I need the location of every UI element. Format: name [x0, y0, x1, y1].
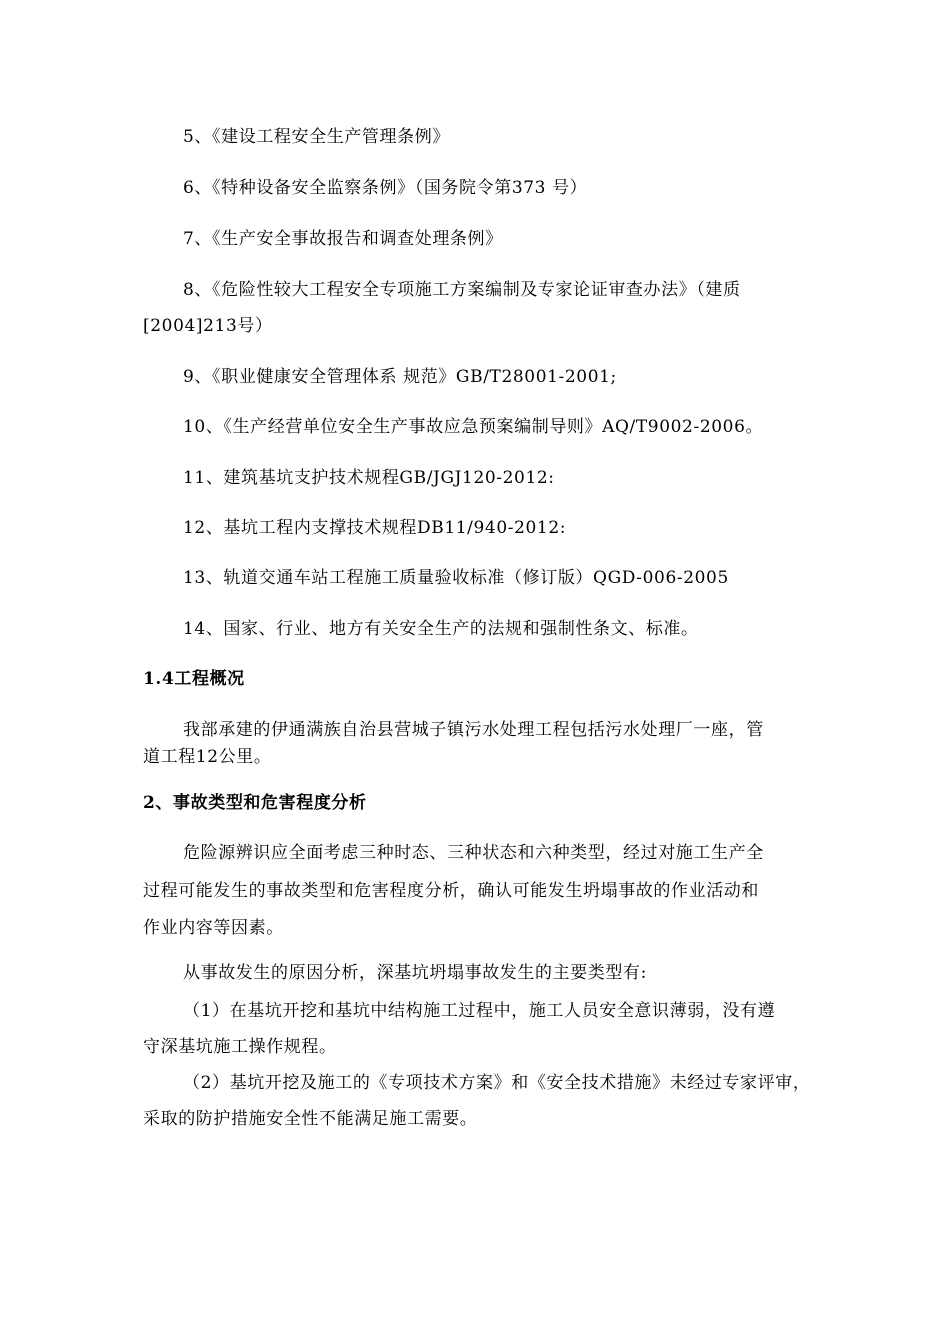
- cause-item-2-line-2: 采取的防护措施安全性不能满足施工需要。: [143, 1109, 478, 1129]
- reference-item-8-continued: [2004]213号）: [143, 316, 273, 336]
- project-overview-line-1: 我部承建的伊通满族自治县营城子镇污水处理工程包括污水处理厂一座，管: [183, 720, 764, 740]
- reference-item-8: 8、《危险性较大工程安全专项施工方案编制及专家论证审查办法》（建质: [183, 280, 741, 300]
- reference-item-12: 12、基坑工程内支撑技术规程DB11/940-2012:: [183, 518, 567, 538]
- project-overview-line-2: 道工程12公里。: [143, 747, 272, 767]
- hazard-paragraph-line-1: 危险源辨识应全面考虑三种时态、三种状态和六种类型，经过对施工生产全: [183, 843, 764, 863]
- hazard-paragraph-line-3: 作业内容等因素。: [143, 918, 284, 938]
- reference-item-13: 13、轨道交通车站工程施工质量验收标准（修订版）QGD-006-2005: [183, 568, 729, 588]
- reference-item-14: 14、国家、行业、地方有关安全生产的法规和强制性条文、标准。: [183, 619, 699, 639]
- cause-item-1-line-2: 守深基坑施工操作规程。: [143, 1037, 337, 1057]
- section-heading-accident-analysis: 2、事故类型和危害程度分析: [143, 793, 367, 813]
- cause-item-2-line-1: （2）基坑开挖及施工的《专项技术方案》和《安全技术措施》未经过专家评审，: [183, 1073, 811, 1093]
- cause-item-1-line-1: （1）在基坑开挖和基坑中结构施工过程中，施工人员安全意识薄弱，没有遵: [183, 1001, 776, 1021]
- hazard-paragraph-line-2: 过程可能发生的事故类型和危害程度分析，确认可能发生坍塌事故的作业活动和: [143, 881, 759, 901]
- cause-paragraph: 从事故发生的原因分析，深基坑坍塌事故发生的主要类型有:: [183, 963, 647, 983]
- section-heading-project-overview: 1.4工程概况: [143, 669, 245, 689]
- reference-item-5: 5、《建设工程安全生产管理条例》: [183, 127, 450, 147]
- reference-item-10: 10、《生产经营单位安全生产事故应急预案编制导则》AQ/T9002-2006。: [183, 417, 764, 437]
- reference-item-11: 11、建筑基坑支护技术规程GB/JGJ120-2012:: [183, 468, 555, 488]
- reference-item-7: 7、《生产安全事故报告和调查处理条例》: [183, 229, 503, 249]
- reference-item-6: 6、《特种设备安全监察条例》（国务院令第373 号）: [183, 178, 588, 198]
- reference-item-9: 9、《职业健康安全管理体系 规范》GB/T28001-2001;: [183, 367, 617, 387]
